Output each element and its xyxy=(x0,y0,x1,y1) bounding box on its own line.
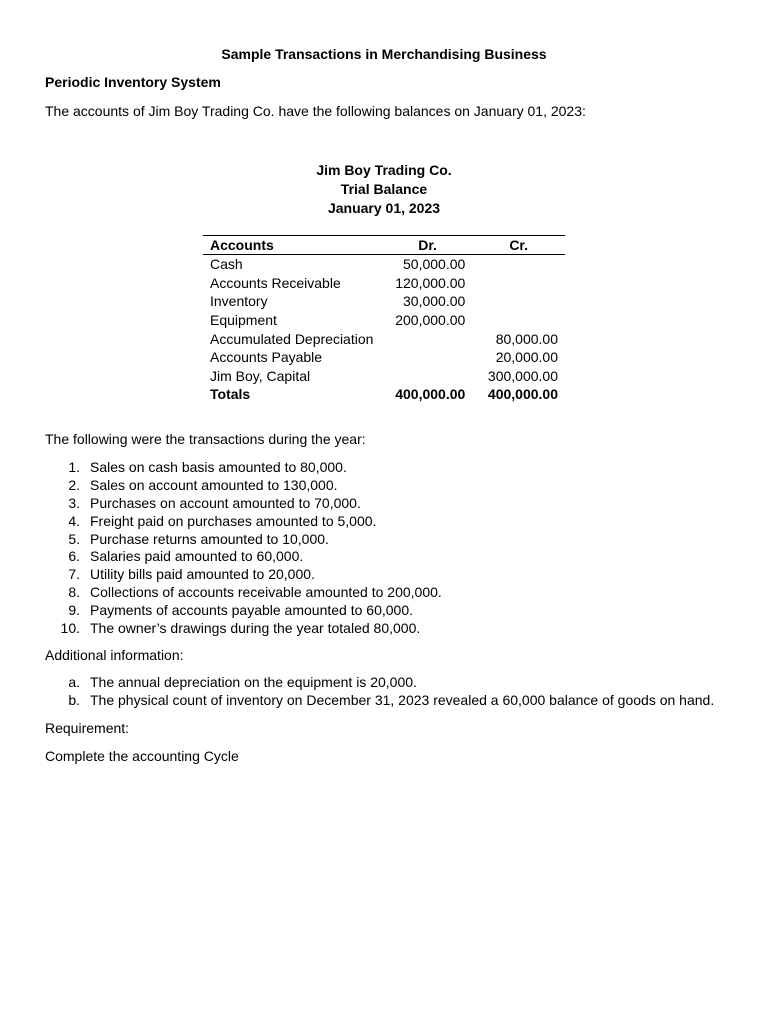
list-item-text: Sales on account amounted to 130,000. xyxy=(90,476,338,493)
section-heading: Periodic Inventory System xyxy=(45,74,221,90)
debit-amount: 30,000.00 xyxy=(403,293,466,310)
header-debit: Dr. xyxy=(383,236,472,255)
debit-amount: 120,000.00 xyxy=(395,274,466,291)
list-item xyxy=(45,619,442,637)
list-item-text: Purchase returns amounted to 10,000. xyxy=(90,530,329,547)
list-marker: a. xyxy=(68,674,80,690)
table-row xyxy=(203,367,565,386)
account-name: Accounts Payable xyxy=(210,349,323,366)
credit-amount xyxy=(472,292,565,311)
account-name: Inventory xyxy=(210,293,268,310)
trial-balance-header-row xyxy=(203,236,565,255)
list-item xyxy=(45,512,442,530)
requirement-text: Complete the accounting Cycle xyxy=(45,748,239,764)
totals-credit: 400,000.00 xyxy=(487,386,558,403)
list-item-text: Purchases on account amounted to 70,000. xyxy=(90,494,361,511)
list-marker: 10. xyxy=(60,620,80,637)
trial-balance-report-name: Trial Balance xyxy=(340,181,428,197)
list-item xyxy=(45,547,442,565)
list-item-text: Utility bills paid amounted to 20,000. xyxy=(90,566,315,583)
list-marker: 9. xyxy=(68,602,80,619)
intro-paragraph: The accounts of Jim Boy Trading Co. have the following balances on January 01, 2023: xyxy=(45,103,586,119)
credit-amount xyxy=(472,311,565,330)
header-accounts: Accounts xyxy=(203,236,383,255)
list-item-text: Freight paid on purchases amounted to 5,000. xyxy=(90,512,377,529)
table-row xyxy=(203,255,565,274)
list-item xyxy=(45,494,442,512)
list-marker: 7. xyxy=(68,566,80,583)
list-marker: 8. xyxy=(68,584,80,601)
totals-row xyxy=(203,385,565,404)
list-marker: 1. xyxy=(68,459,80,475)
account-name: Cash xyxy=(210,256,243,273)
list-marker: 6. xyxy=(68,548,80,565)
document-title: Sample Transactions in Merchandising Business xyxy=(221,46,547,62)
totals-label: Totals xyxy=(210,386,251,403)
list-marker: b. xyxy=(68,691,80,708)
list-item-text: The physical count of inventory on December 31, 2023 revealed a 60,000 balance of goods on hand. xyxy=(90,691,715,708)
list-item-text: Collections of accounts receivable amounted to 200,000. xyxy=(90,584,442,601)
debit-amount xyxy=(383,348,472,367)
account-name: Accumulated Depreciation xyxy=(210,330,374,347)
debit-amount xyxy=(383,329,472,348)
debit-amount: 50,000.00 xyxy=(403,256,466,273)
list-marker: 5. xyxy=(68,530,80,547)
trial-balance-table xyxy=(203,235,565,404)
trial-balance-date: January 01, 2023 xyxy=(327,200,441,216)
table-row xyxy=(203,274,565,293)
additional-information-list xyxy=(45,673,714,709)
list-marker: 4. xyxy=(68,512,80,529)
table-row xyxy=(203,311,565,330)
trial-balance-header xyxy=(0,161,768,218)
list-item xyxy=(45,691,714,709)
list-item xyxy=(45,530,442,548)
list-item-text: Payments of accounts payable amounted to 60,000. xyxy=(90,602,413,619)
credit-amount: 80,000.00 xyxy=(495,330,558,347)
list-item-text: Sales on cash basis amounted to 80,000. xyxy=(90,459,347,475)
list-marker: 2. xyxy=(68,476,80,493)
list-item xyxy=(45,583,442,601)
credit-amount: 300,000.00 xyxy=(487,367,558,384)
totals-debit: 400,000.00 xyxy=(395,386,466,403)
list-item-text: Salaries paid amounted to 60,000. xyxy=(90,548,304,565)
trial-balance-company: Jim Boy Trading Co. xyxy=(316,162,452,178)
table-row xyxy=(203,292,565,311)
list-item xyxy=(45,458,442,476)
list-item-text: The annual depreciation on the equipment is 20,000. xyxy=(90,674,417,690)
list-item xyxy=(45,476,442,494)
debit-amount xyxy=(383,367,472,386)
credit-amount xyxy=(472,255,565,274)
account-name: Equipment xyxy=(210,312,277,329)
additional-information-label: Additional information: xyxy=(45,647,184,663)
credit-amount: 20,000.00 xyxy=(495,349,558,366)
debit-amount: 200,000.00 xyxy=(395,312,466,329)
table-row xyxy=(203,348,565,367)
account-name: Jim Boy, Capital xyxy=(210,367,311,384)
list-item-text: The owner’s drawings during the year totaled 80,000. xyxy=(90,620,421,637)
list-item xyxy=(45,601,442,619)
header-credit: Cr. xyxy=(472,236,565,255)
list-item xyxy=(45,565,442,583)
transactions-intro: The following were the transactions during the year: xyxy=(45,431,366,447)
requirement-label: Requirement: xyxy=(45,720,130,736)
account-name: Accounts Receivable xyxy=(210,274,341,291)
table-row xyxy=(203,329,565,348)
list-item xyxy=(45,673,714,691)
credit-amount xyxy=(472,274,565,293)
transactions-list xyxy=(45,458,442,637)
list-marker: 3. xyxy=(68,494,80,511)
